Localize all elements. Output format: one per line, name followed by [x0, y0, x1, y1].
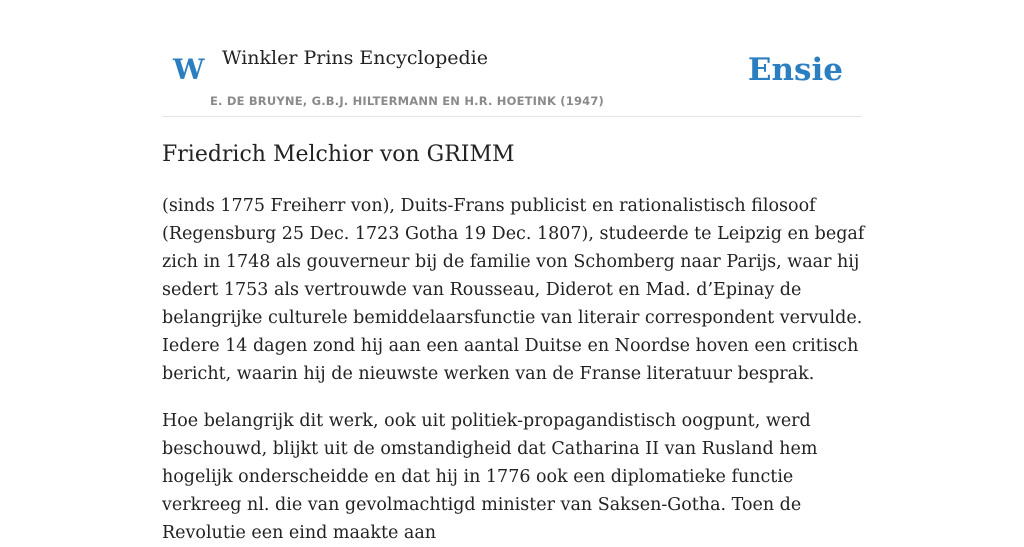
article-title: Friedrich Melchior von GRIMM: [162, 142, 515, 167]
article: [162, 138, 868, 547]
article-paragraph: (sinds 1775 Freiherr von), Duits-Frans publicist en rationalistisch filosoof (Regensburg 25 Dec. 1723 Gotha 19 Dec. 1807), studeerde te Leipzig en begaf zich in 1748 als gouverneur bij de familie von Schomberg naar Parijs, waar hij sedert 1753 als vertrouwde van Rousseau, Diderot en Mad. d’Epinay de belangrijke culturele bemiddelaarsfunctie van literair correspondent vervulde. Iedere 14 dagen zond hij aan een aantal Duitse en Noordse hoven een critisch bericht, waarin hij de nieuwste werken van de Franse literatuur besprak.: [162, 196, 865, 384]
publication-title[interactable]: Winkler Prins Encyclopedie: [222, 47, 488, 69]
ensie-logo-link[interactable]: Ensie: [747, 52, 843, 88]
article-body: [162, 192, 868, 547]
publication-logo-icon[interactable]: W: [173, 53, 205, 86]
publication-authors: E. DE BRUYNE, G.B.J. HILTERMANN EN H.R. HOETINK (1947): [210, 94, 605, 108]
article-paragraph: Hoe belangrijk dit werk, ook uit politiek-propagandistisch oogpunt, werd beschouwd, blijkt uit de omstandigheid dat Catharina II van Rusland hem hogelijk onderscheidde en dat hij in 1776 ook een diplomatieke functie verkreeg nl. die van gevolmachtigd minister van Saksen-Gotha. Toen de Revolutie een eind maakte aan: [162, 411, 818, 543]
site-header: [162, 0, 862, 117]
